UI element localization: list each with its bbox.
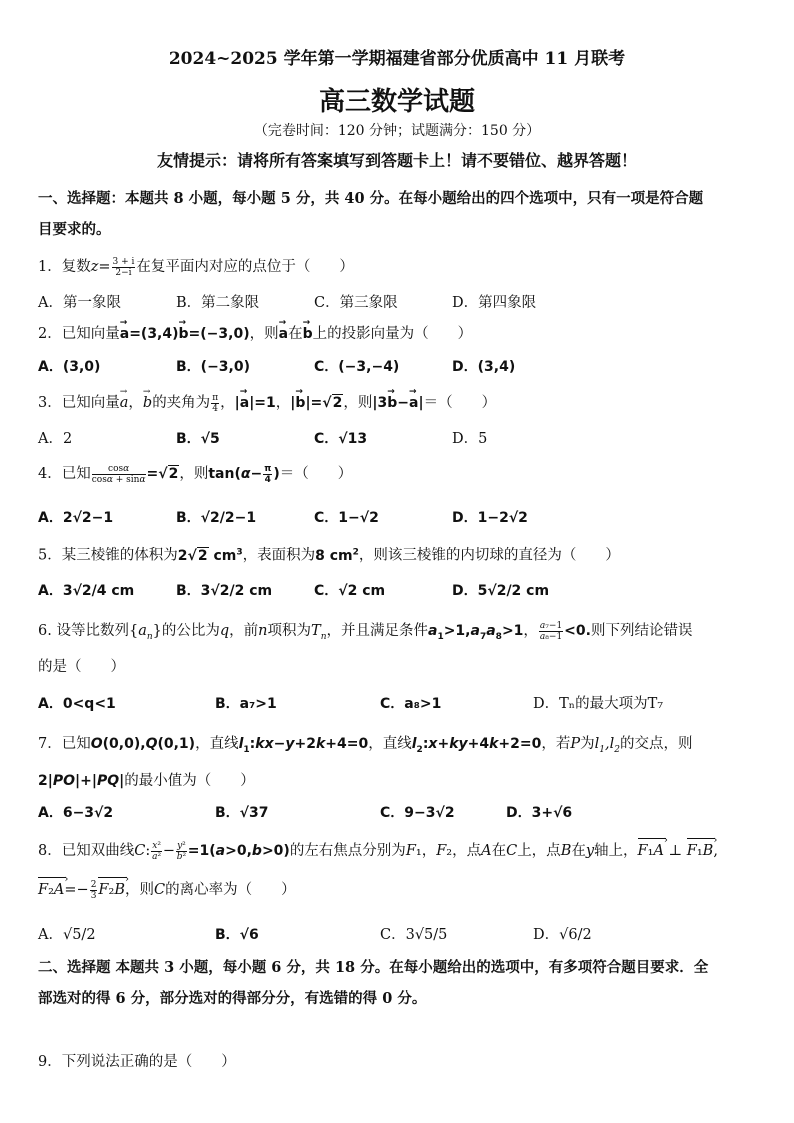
q8-option-d[interactable]: D．√6/2 — [533, 927, 592, 943]
q6-option-b[interactable]: B．a₇>1 — [215, 696, 277, 712]
question-8-cont: F₂A ›=− $\frac{2}{3}$ F₂B ›，则C的离心率为（ ） — [38, 879, 766, 901]
question-9: 9．下列说法正确的是（ ） — [38, 1054, 236, 1070]
q6-option-d[interactable]: D．Tₙ的最大项为T₇ — [533, 696, 664, 712]
exam-name: 2024~2025 学年第一学期福建省部分优质高中 11 月联考 — [168, 49, 626, 69]
q2-option-d[interactable]: D．(3,4) — [452, 359, 516, 375]
question-8: 8．已知双曲线C: $\frac{\text{x²}}{\text{a²}}$ − $\frac{\text{y²}}{\text{b²}}$ =1(a>0,b>0)的左右焦点分别为F₁，F₂，点A在C上，点B在y轴上，F₁A › ⊥ F₁B ›, — [38, 840, 766, 862]
q3-option-d[interactable]: D．5 — [452, 431, 488, 447]
q3-option-c[interactable]: C．√13 — [314, 431, 368, 447]
question-7-cont: 2|PO|+|PQ|的最小值为（ ） — [38, 773, 255, 789]
q1-option-d[interactable]: D．第四象限 — [452, 295, 537, 311]
q6-option-a[interactable]: A．0<q<1 — [38, 696, 116, 712]
friendly-tip: 友情提示：请将所有答案填写到答题卡上！请不要错位、越界答题！ — [156, 151, 637, 170]
subject-title: 高三数学试题 — [318, 87, 475, 117]
q7-option-b[interactable]: B．√37 — [215, 805, 269, 821]
q7-option-a[interactable]: A．6−3√2 — [38, 805, 114, 821]
q4-option-a[interactable]: A．2√2−1 — [38, 510, 114, 526]
q1-option-b[interactable]: B．第二象限 — [176, 295, 260, 311]
q7-option-c[interactable]: C．9−3√2 — [380, 805, 455, 821]
q8-option-c[interactable]: C．3√5/5 — [380, 927, 448, 943]
question-7: 7．已知O(0,0),Q(0,1)，直线$l_1:kx-y+2k+4=0$，直线$l_2:x+ky+4k+2=0$，若P为$l_1,l_2$的交点，则 — [38, 736, 693, 755]
exam-info: （完卷时间：120 分钟；试题满分：150 分） — [253, 123, 541, 139]
section-2-heading: 二、选择题 本题共 3 小题，每小题 6 分，共 18 分。在每小题给出的选项中，有多项符合题目要求．全 — [38, 959, 709, 976]
question-6-cont: 的是（ ） — [38, 659, 125, 675]
q4-option-d[interactable]: D．1−2√2 — [452, 510, 528, 526]
q5-option-d[interactable]: D．5√2/2 cm — [452, 583, 550, 599]
question-1: 1．复数z= $\frac{3 + i}{2-i}$ 在复平面内对应的点位于（ ） — [38, 256, 354, 278]
q1-option-a[interactable]: A．第一象限 — [38, 295, 121, 311]
q7-option-d[interactable]: D．3+√6 — [506, 805, 573, 821]
q5-option-b[interactable]: B．3√2/2 cm — [176, 583, 273, 599]
q8-option-a[interactable]: A．√5/2 — [38, 927, 96, 943]
q2-option-c[interactable]: C．(−3,−4) — [314, 359, 400, 375]
section-1-heading: 一、选择题：本题共 8 小题，每小题 5 分，共 40 分。在每小题给出的四个选项中，只有一项是符合题 — [38, 190, 704, 207]
q5-option-c[interactable]: C．√2 cm — [314, 583, 386, 599]
question-3: 3．已知向量→ a，→ b的夹角为 $\frac{\pi}{4}$ ，|→ a|=1，|→ b|=√2，则|3→ b−→ a|＝（ ） — [38, 392, 766, 414]
q3-option-a[interactable]: A．2 — [38, 431, 73, 447]
q5-option-a[interactable]: A．3√2/4 cm — [38, 583, 135, 599]
q3-option-b[interactable]: B．√5 — [176, 431, 220, 447]
question-5: 5．某三棱锥的体积为2√2 $cm^3$，表面积为8 $cm^2$，则该三棱锥的内切球的直径为（ ） — [38, 547, 620, 564]
q8-option-b[interactable]: B．√6 — [215, 927, 259, 943]
section-1-heading-cont: 目要求的。 — [38, 221, 111, 238]
section-2-heading-cont: 部选对的得 6 分，部分选对的得部分分，有选错的得 0 分。 — [38, 990, 427, 1007]
q6-option-c[interactable]: C．a₈>1 — [380, 696, 442, 712]
q1-option-c[interactable]: C．第三象限 — [314, 295, 398, 311]
question-6: 6. 设等比数列$\{a_n\}$的公比为q，前n项积为$T_n$，并且满足条件$a_1>1,a_7a_8>1$， $\frac{\text{a₇−1}}{\text{a₈−1}}$ <0.则下列结论错误 — [38, 620, 693, 642]
question-2: 2．已知向量→ a=(3,4)→ b=(−3,0)，则→ a在→ b上的投影向量为（ ） — [38, 323, 766, 345]
q4-option-c[interactable]: C．1−√2 — [314, 510, 379, 526]
q4-option-b[interactable]: B．√2/2−1 — [176, 510, 257, 526]
q2-option-a[interactable]: A．(3,0) — [38, 359, 101, 375]
question-4: 4．已知 $\frac{\cos\alpha}{\cos\alpha + \sin\alpha}$ =√2，则tan(α− $\frac{\pi}{4}$ )＝（ ） — [38, 463, 353, 485]
q2-option-b[interactable]: B．(−3,0) — [176, 359, 250, 375]
